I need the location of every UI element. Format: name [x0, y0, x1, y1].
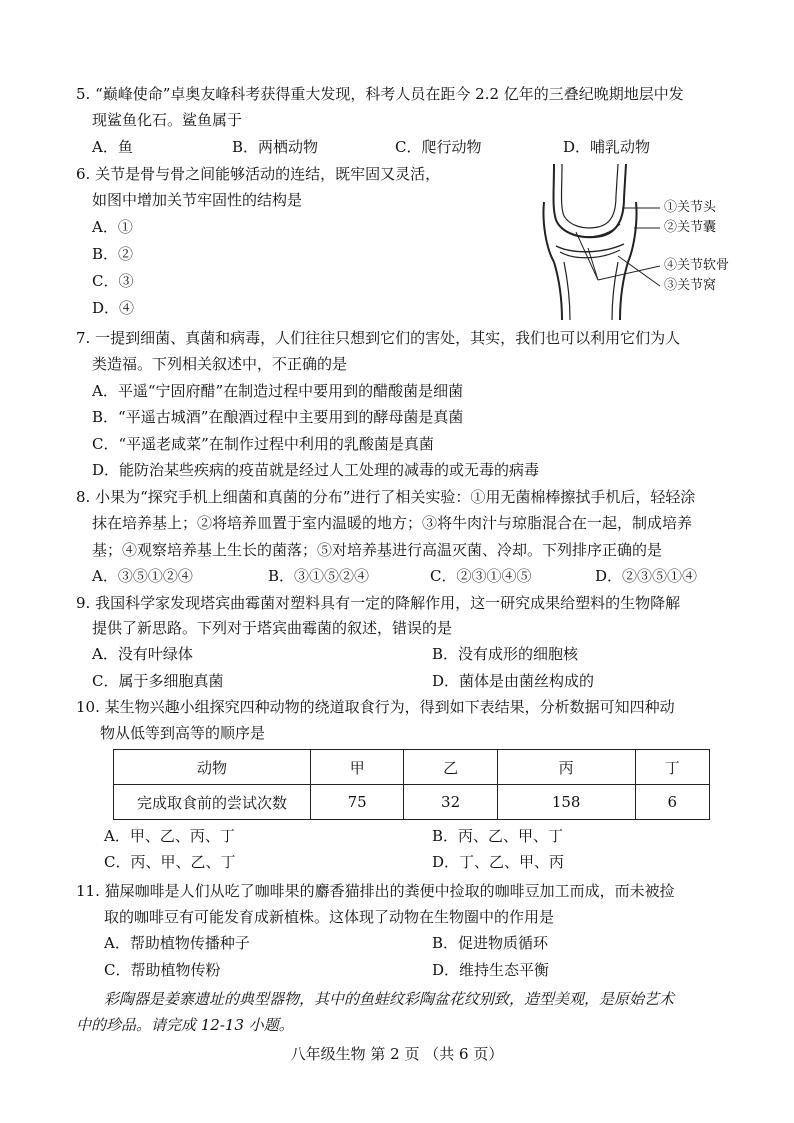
- q11-option-c: C．帮助植物传粉: [104, 961, 221, 979]
- q11-stem-line2: 取的咖啡豆有可能发育成新植株。这体现了动物在生物圈中的作用是: [104, 908, 555, 926]
- table-header-cell: 丁: [635, 750, 709, 785]
- q6-option-a: A．①: [92, 218, 133, 236]
- table-header-cell: 乙: [404, 750, 497, 785]
- q10-option-d: D．丁、乙、甲、丙: [432, 853, 565, 871]
- q8-option-c: C．②③①④⑤: [430, 567, 532, 585]
- table-row: [114, 785, 710, 820]
- q11-option-a: A．帮助植物传播种子: [104, 934, 250, 952]
- table-header-row: [114, 750, 710, 785]
- q7-stem-line1: 7. 一提到细菌、真菌和病毒，人们往往只想到它们的害处，其实，我们也可以利用它们为人: [76, 329, 681, 347]
- q6-stem-line1: 6. 关节是骨与骨之间能够活动的连结，既牢固又灵活，: [76, 165, 441, 183]
- q10-data-table: [113, 749, 710, 820]
- q8-option-d: D．②③⑤①④: [595, 567, 698, 585]
- passage-line1: 彩陶器是姜寨遗址的典型器物，其中的鱼蛙纹彩陶盆花纹别致，造型美观，是原始艺术: [104, 990, 675, 1008]
- q9-option-b: B．没有成形的细胞核: [432, 645, 579, 663]
- q11-option-b: B．促进物质循环: [432, 934, 549, 952]
- table-header-cell: 动物: [114, 750, 311, 785]
- q6-stem-line2: 如图中增加关节牢固性的结构是: [92, 191, 303, 209]
- q5-option-b: B．两栖动物: [232, 138, 319, 156]
- q10-stem-line2: 物从低等到高等的顺序是: [100, 724, 266, 742]
- q8-option-b: B．③①⑤②④: [268, 567, 370, 585]
- q6-option-d: D．④: [92, 299, 135, 317]
- q7-stem-line2: 类造福。下列相关叙述中，不正确的是: [92, 355, 348, 373]
- q7-option-d: D．能防治某些疾病的疫苗就是经过人工处理的减毒的或无毒的病毒: [92, 461, 540, 479]
- q10-option-a: A．甲、乙、丙、丁: [104, 827, 235, 845]
- label-joint-head: ①关节头: [664, 200, 717, 215]
- q7-option-b: B．“平遥古城酒”在酿酒过程中主要用到的酵母菌是真菌: [92, 408, 464, 426]
- q6-option-c: C．③: [92, 272, 134, 290]
- joint-diagram: [532, 162, 732, 320]
- q5-option-c: C．爬行动物: [395, 138, 482, 156]
- q11-stem-line1: 11. 猫屎咖啡是人们从吃了咖啡果的麝香猫排出的粪便中捡取的咖啡豆加工而成，而未被捡: [76, 882, 675, 900]
- table-cell: 32: [404, 785, 497, 820]
- q9-option-c: C．属于多细胞真菌: [92, 672, 224, 690]
- q9-stem-line2: 提供了新思路。下列对于塔宾曲霉菌的叙述，错误的是: [92, 619, 453, 637]
- q11-option-d: D．维持生态平衡: [432, 961, 550, 979]
- table-cell: 6: [635, 785, 709, 820]
- page-footer: 八年级生物 第 2 页 （共 6 页）: [290, 1045, 504, 1063]
- table-header-cell: 丙: [497, 750, 635, 785]
- q8-stem-line1: 8. 小果为“探究手机上细菌和真菌的分布”进行了相关实验：①用无菌棉棒擦拭手机后，轻轻涂: [76, 488, 696, 506]
- q5-option-d: D．哺乳动物: [563, 138, 651, 156]
- q5-stem-line1: 5. “巅峰使命”卓奥友峰科考获得重大发现，科考人员在距今 2.2 亿年的三叠纪晚期地层中发: [76, 85, 684, 103]
- table-cell: 75: [311, 785, 404, 820]
- table-cell: 158: [497, 785, 635, 820]
- q10-option-b: B．丙、乙、甲、丁: [432, 827, 564, 845]
- q9-option-d: D．菌体是由菌丝构成的: [432, 672, 595, 690]
- q9-option-a: A．没有叶绿体: [92, 645, 193, 663]
- q7-option-a: A．平遥“宁固府醋”在制造过程中要用到的醋酸菌是细菌: [92, 382, 464, 400]
- table-header-cell: 甲: [311, 750, 404, 785]
- q5-option-a: A．鱼: [92, 138, 133, 156]
- q9-stem-line1: 9. 我国科学家发现塔宾曲霉菌对塑料具有一定的降解作用，这一研究成果给塑料的生物降解: [76, 594, 681, 612]
- label-joint-cartilage: ④关节软骨: [664, 258, 730, 273]
- q10-option-c: C．丙、甲、乙、丁: [104, 853, 236, 871]
- q8-stem-line2: 抹在培养基上；②将培养皿置于室内温暖的地方；③将牛肉汁与琼脂混合在一起，制成培养: [92, 514, 693, 532]
- label-joint-socket: ③关节窝: [664, 278, 717, 293]
- q10-stem-line1: 10. 某生物兴趣小组探究四种动物的绕道取食行为，得到如下表结果，分析数据可知四种动: [76, 698, 675, 716]
- q8-option-a: A．③⑤①②④: [92, 567, 193, 585]
- q7-option-c: C．“平遥老咸菜”在制作过程中利用的乳酸菌是真菌: [92, 435, 434, 453]
- q6-option-b: B．②: [92, 245, 134, 263]
- table-cell: 完成取食前的尝试次数: [114, 785, 311, 820]
- q8-stem-line3: 基；④观察培养基上生长的菌落；⑤对培养基进行高温灭菌、冷却。下列排序正确的是: [92, 541, 663, 559]
- label-joint-capsule: ②关节囊: [664, 220, 717, 235]
- passage-line2: 中的珍品。请完成 12-13 小题。: [76, 1016, 294, 1034]
- q5-stem-line2: 现鲨鱼化石。鲨鱼属于: [92, 111, 243, 129]
